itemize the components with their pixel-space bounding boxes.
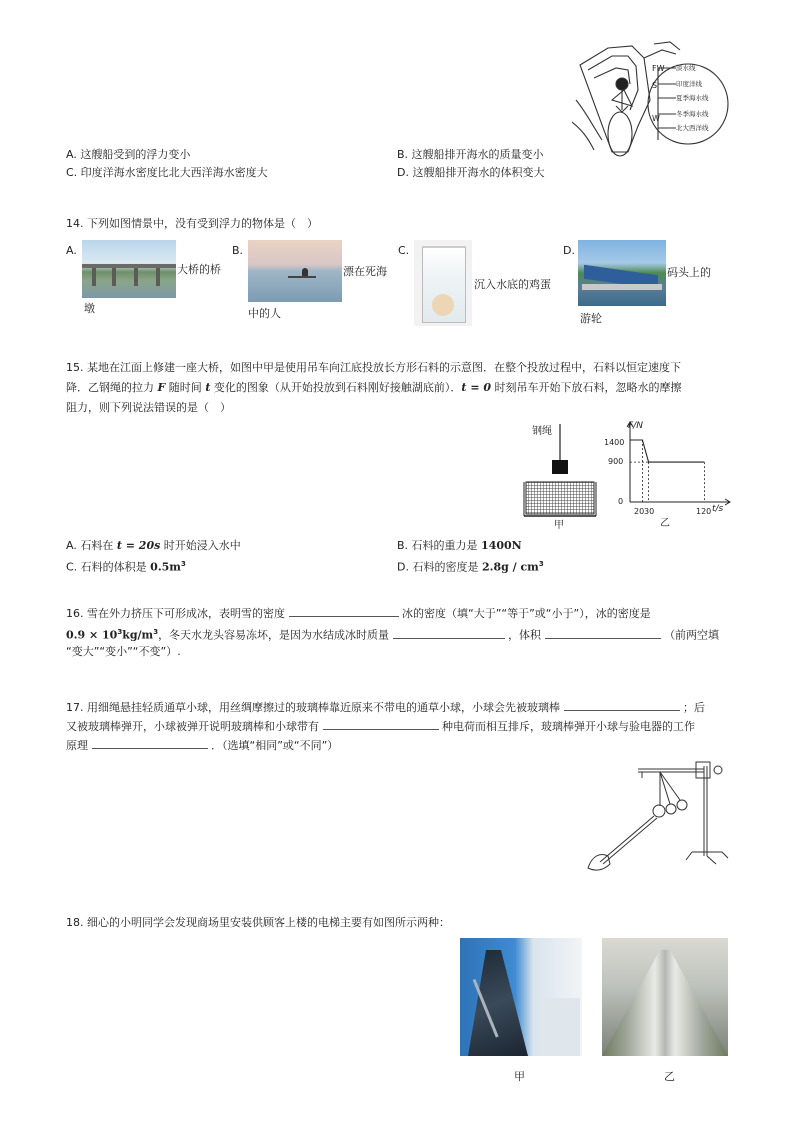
egg-in-water-photo [414,240,472,326]
bridge-pier-photo [82,240,176,298]
ship-mark-fw: FW [652,64,665,73]
ship-mark-w: W [652,114,660,123]
q13-option-b: B. 这艘船排开海水的质量变小 [397,148,544,161]
q15-option-b: B. 石料的重力是 1400N [397,539,522,552]
q16-blank-1[interactable] [289,604,399,617]
q17-line-3: 原理 ．（选填“相同”或“不同”） [66,736,338,755]
q14-stem: 14. 下列如图情景中，没有受到浮力的物体是（ ） [66,217,318,230]
ship-mark-s: S [652,81,658,90]
q17-blank-3[interactable] [92,736,208,749]
q14-d-caption-2: 游轮 [580,312,602,325]
q16-blank-2[interactable] [393,626,505,639]
q18-stem: 18. 细心的小明同学会发现商场里安装供顾客上楼的电梯主要有如图所示两种： [66,916,450,929]
q17-line-1: 17. 用细绳悬挂轻质通草小球，用丝绸摩擦过的玻璃棒靠近原来不带电的通草小球，小球会先被玻璃棒 ；后 [66,698,705,717]
q15-option-c: C. 石料的体积是 $0.5m^3$ [66,560,186,574]
q15-option-d: D. 石料的密度是 $2.8g / cm^3$ [397,560,544,574]
chart-label-y: F/N [628,421,643,431]
chart-tick-0: 0 [618,497,624,506]
q14-a-caption-2: 墩 [84,302,95,315]
q14-d-letter: D. [563,244,575,257]
escalator-jia-photo [460,938,582,1056]
ship-load-line-diagram [572,40,732,168]
chart-tick-30: 30 [644,507,655,516]
moving-walkway-yi-photo [602,938,728,1056]
q15-stem-line-2: 降．乙钢绳的拉力 F 随时间 t 变化的图象（从开始投放到石料刚好接触湖底前）．t = 0 时刻吊车开始下放石料，忽略水的摩擦 [66,381,682,394]
figure-yi-caption: 乙 [664,1070,675,1083]
figure-yi-label: 乙 [660,518,670,529]
q17-blank-1[interactable] [564,698,680,711]
q14-d-caption-1: 码头上的 [667,266,711,279]
q13-option-d: D. 这艘船排开海水的体积变大 [397,166,545,179]
q14-b-caption-2: 中的人 [248,307,281,320]
ship-line-label: 印度洋线 [676,80,702,88]
q14-a-letter: A. [66,244,77,257]
chart-tick-900: 900 [608,457,624,466]
ship-line-label: 淡水线 [676,64,696,72]
chart-series-force [630,440,704,462]
q16-line-3: “变大”“变小”“不变”）. [66,645,181,658]
q13-option-c: C. 印度洋海水密度比北大西洋海水密度大 [66,166,268,179]
q16-line-1: 16. 雪在外力挤压下可形成冰，表明雪的密度 冰的密度（填“大于”“等于”或“小于”），冰的密度是 [66,604,651,623]
q15-stem-line-3: 阻力，则下列说法错误的是（ ） [66,401,231,414]
chart-tick-120: 120 [696,507,712,516]
chart-tick-1400: 1400 [604,438,625,447]
q14-c-caption: 沉入水底的鸡蛋 [474,278,551,291]
q15-option-a: A. 石料在 t = 20s 时开始浸入水中 [66,539,241,552]
q14-b-caption-1: 漂在死海 [343,265,387,278]
q13-option-a: A. 这艘船受到的浮力变小 [66,148,191,161]
q14-c-letter: C. [398,244,410,257]
q15-figure-jia [518,418,602,530]
ship-line-label: 北大西洋线 [676,124,709,132]
cruise-ship-dock-photo [578,240,666,306]
ship-line-label: 夏季海水线 [676,94,709,102]
q15-force-time-chart [604,416,734,530]
q16-blank-3[interactable] [545,626,661,639]
q15-stem-line-1: 15. 某地在江面上修建一座大桥，如图中甲是使用吊车向江底投放长方形石料的示意图．在整个投放过程中，石料以恒定速度下 [66,361,681,374]
q14-b-letter: B. [232,244,244,257]
figure-jia-label: 甲 [554,520,564,530]
glass-rod-pith-ball-figure [586,756,730,876]
q14-a-caption-1: 大桥的桥 [177,263,221,276]
q17-blank-2[interactable] [323,717,439,730]
figure-jia-caption: 甲 [514,1070,525,1083]
chart-label-x: t/s [712,504,724,514]
chart-tick-20: 20 [634,507,645,516]
q16-line-2: $0.9 \times 10^3kg/m^3$，冬天水龙头容易冻坏，是因为水结成冰时质量 ，体积 （前两空填 [66,623,719,645]
rope-label: 钢绳 [532,426,552,437]
dead-sea-person-photo [248,240,342,302]
q17-line-2: 又被玻璃棒弹开，小球被弹开说明玻璃棒和小球带有 种电荷而相互排斥，玻璃棒弹开小球与验电器的工作 [66,717,695,736]
ship-line-label: 冬季海水线 [676,110,709,118]
